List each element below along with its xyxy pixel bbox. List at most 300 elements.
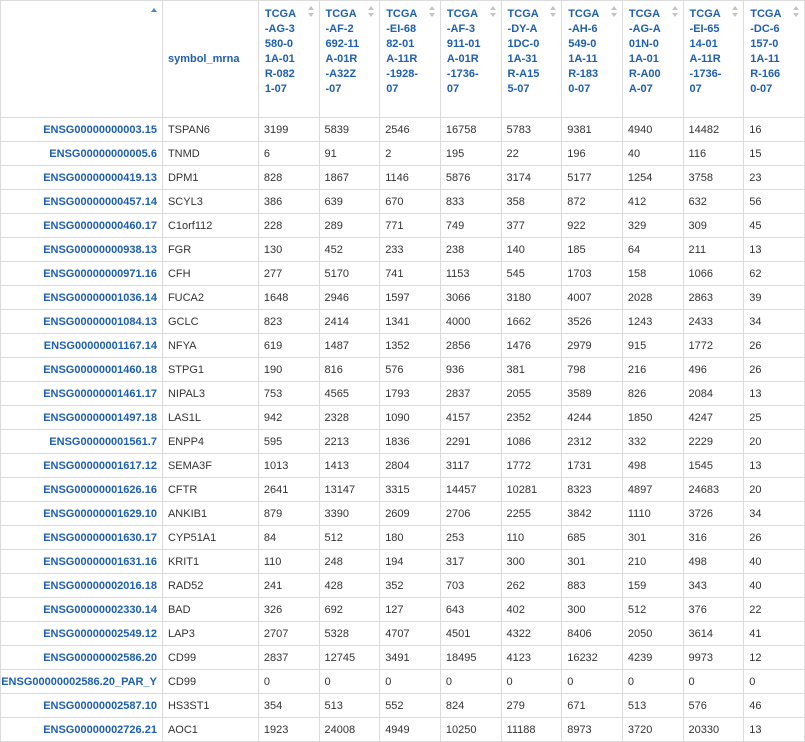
- value-cell: 2707: [258, 622, 319, 646]
- value-cell: 22: [501, 142, 562, 166]
- symbol-cell: ANKIB1: [162, 502, 258, 526]
- table-row[interactable]: [1, 478, 805, 502]
- value-cell: 3758: [683, 166, 744, 190]
- value-cell: 386: [258, 190, 319, 214]
- value-cell: 1013: [258, 454, 319, 478]
- value-cell: 377: [501, 214, 562, 238]
- row-name-cell: ENSG00000000419.13: [1, 166, 163, 190]
- table-row[interactable]: [1, 502, 805, 526]
- value-cell: 915: [622, 334, 683, 358]
- row-name-cell: ENSG00000001497.18: [1, 406, 163, 430]
- sort-arrows-icon[interactable]: [490, 6, 496, 18]
- value-cell: 2706: [440, 502, 501, 526]
- value-cell: 2837: [440, 382, 501, 406]
- value-cell: 816: [319, 358, 380, 382]
- value-cell: 5170: [319, 262, 380, 286]
- row-name-cell: ENSG00000002726.21: [1, 718, 163, 742]
- value-cell: 91: [319, 142, 380, 166]
- value-cell: 64: [622, 238, 683, 262]
- value-cell: 2804: [380, 454, 441, 478]
- value-cell: 632: [683, 190, 744, 214]
- table-row[interactable]: [1, 334, 805, 358]
- value-cell: 412: [622, 190, 683, 214]
- value-cell: 116: [683, 142, 744, 166]
- table-row[interactable]: [1, 574, 805, 598]
- table-row[interactable]: [1, 286, 805, 310]
- row-name-cell: ENSG00000001084.13: [1, 310, 163, 334]
- row-name-cell: ENSG00000002549.12: [1, 622, 163, 646]
- value-cell: 2328: [319, 406, 380, 430]
- symbol-cell: TSPAN6: [162, 118, 258, 142]
- value-cell: 3066: [440, 286, 501, 310]
- value-cell: 56: [744, 190, 805, 214]
- symbol-cell: CYP51A1: [162, 526, 258, 550]
- value-cell: 241: [258, 574, 319, 598]
- row-name-cell: ENSG00000000005.6: [1, 142, 163, 166]
- column-header[interactable]: [622, 1, 683, 118]
- value-cell: 2084: [683, 382, 744, 406]
- value-cell: 0: [319, 670, 380, 694]
- value-cell: 2352: [501, 406, 562, 430]
- value-cell: 4897: [622, 478, 683, 502]
- row-name-cell: ENSG00000001461.17: [1, 382, 163, 406]
- value-cell: 1850: [622, 406, 683, 430]
- column-header-label: TCGA-AH-6549-01A-11R-1830-07: [568, 8, 600, 95]
- value-cell: 1476: [501, 334, 562, 358]
- value-cell: 158: [622, 262, 683, 286]
- value-cell: 2546: [380, 118, 441, 142]
- value-cell: 18495: [440, 646, 501, 670]
- value-cell: 545: [501, 262, 562, 286]
- value-cell: 180: [380, 526, 441, 550]
- value-cell: 34: [744, 310, 805, 334]
- value-cell: 2: [380, 142, 441, 166]
- value-cell: 513: [319, 694, 380, 718]
- value-cell: 5783: [501, 118, 562, 142]
- value-cell: 2609: [380, 502, 441, 526]
- value-cell: 3174: [501, 166, 562, 190]
- table-row[interactable]: [1, 238, 805, 262]
- row-name-cell: ENSG00000002586.20: [1, 646, 163, 670]
- value-cell: 749: [440, 214, 501, 238]
- value-cell: 309: [683, 214, 744, 238]
- value-cell: 0: [562, 670, 623, 694]
- value-cell: 513: [622, 694, 683, 718]
- value-cell: 826: [622, 382, 683, 406]
- value-cell: 301: [562, 550, 623, 574]
- value-cell: 1352: [380, 334, 441, 358]
- value-cell: 5876: [440, 166, 501, 190]
- value-cell: 4322: [501, 622, 562, 646]
- column-header[interactable]: [501, 1, 562, 118]
- row-name-cell: ENSG00000001631.16: [1, 550, 163, 574]
- value-cell: 332: [622, 430, 683, 454]
- column-header-label: TCGA-EI-6882-01A-11R-1928-07: [386, 8, 418, 95]
- table-row[interactable]: [1, 646, 805, 670]
- symbol-cell: SEMA3F: [162, 454, 258, 478]
- table-row[interactable]: [1, 670, 805, 694]
- value-cell: 24008: [319, 718, 380, 742]
- value-cell: 228: [258, 214, 319, 238]
- value-cell: 4157: [440, 406, 501, 430]
- value-cell: 279: [501, 694, 562, 718]
- symbol-cell: TNMD: [162, 142, 258, 166]
- row-name-cell: ENSG00000002586.20_PAR_Y: [1, 670, 163, 694]
- value-cell: 2050: [622, 622, 683, 646]
- column-header[interactable]: [258, 1, 319, 118]
- value-cell: 352: [380, 574, 441, 598]
- value-cell: 159: [622, 574, 683, 598]
- value-cell: 3117: [440, 454, 501, 478]
- value-cell: 15: [744, 142, 805, 166]
- value-cell: 1066: [683, 262, 744, 286]
- row-name-cell: ENSG00000000457.14: [1, 190, 163, 214]
- value-cell: 14457: [440, 478, 501, 502]
- value-cell: 26: [744, 334, 805, 358]
- sort-arrows-icon[interactable]: [308, 6, 314, 18]
- symbol-cell: CFH: [162, 262, 258, 286]
- table-row[interactable]: [1, 430, 805, 454]
- table-row[interactable]: [1, 526, 805, 550]
- value-cell: 498: [683, 550, 744, 574]
- sort-arrows-icon[interactable]: [368, 6, 374, 18]
- row-name-cell: ENSG00000001626.16: [1, 478, 163, 502]
- value-cell: 8406: [562, 622, 623, 646]
- value-cell: 9973: [683, 646, 744, 670]
- value-cell: 3390: [319, 502, 380, 526]
- symbol-cell: RAD52: [162, 574, 258, 598]
- value-cell: 22: [744, 598, 805, 622]
- value-cell: 14482: [683, 118, 744, 142]
- value-cell: 883: [562, 574, 623, 598]
- symbol-cell: KRIT1: [162, 550, 258, 574]
- value-cell: 4501: [440, 622, 501, 646]
- symbol-cell: STPG1: [162, 358, 258, 382]
- value-cell: 936: [440, 358, 501, 382]
- value-cell: 1793: [380, 382, 441, 406]
- value-cell: 16232: [562, 646, 623, 670]
- column-header[interactable]: [683, 1, 744, 118]
- value-cell: 798: [562, 358, 623, 382]
- value-cell: 3526: [562, 310, 623, 334]
- value-cell: 703: [440, 574, 501, 598]
- table-row[interactable]: [1, 550, 805, 574]
- value-cell: 2213: [319, 430, 380, 454]
- sort-arrows-icon[interactable]: [429, 6, 435, 18]
- value-cell: 3589: [562, 382, 623, 406]
- value-cell: 4123: [501, 646, 562, 670]
- value-cell: 354: [258, 694, 319, 718]
- value-cell: 824: [440, 694, 501, 718]
- value-cell: 8973: [562, 718, 623, 742]
- symbol-cell: CD99: [162, 670, 258, 694]
- value-cell: 671: [562, 694, 623, 718]
- value-cell: 185: [562, 238, 623, 262]
- value-cell: 879: [258, 502, 319, 526]
- value-cell: 639: [319, 190, 380, 214]
- symbol-cell: NFYA: [162, 334, 258, 358]
- value-cell: 3720: [622, 718, 683, 742]
- column-header[interactable]: [744, 1, 805, 118]
- row-name-cell: ENSG00000000003.15: [1, 118, 163, 142]
- table-row[interactable]: [1, 166, 805, 190]
- value-cell: 2255: [501, 502, 562, 526]
- value-cell: 40: [744, 574, 805, 598]
- value-cell: 84: [258, 526, 319, 550]
- table-row[interactable]: [1, 718, 805, 742]
- value-cell: 2312: [562, 430, 623, 454]
- value-cell: 2946: [319, 286, 380, 310]
- value-cell: 238: [440, 238, 501, 262]
- value-cell: 1413: [319, 454, 380, 478]
- value-cell: 20330: [683, 718, 744, 742]
- value-cell: 833: [440, 190, 501, 214]
- value-cell: 13147: [319, 478, 380, 502]
- sort-ascending-icon[interactable]: [151, 8, 157, 12]
- value-cell: 1597: [380, 286, 441, 310]
- value-cell: 301: [622, 526, 683, 550]
- value-cell: 381: [501, 358, 562, 382]
- rownames-header[interactable]: [1, 1, 163, 118]
- value-cell: 1341: [380, 310, 441, 334]
- value-cell: 1153: [440, 262, 501, 286]
- table-row[interactable]: [1, 262, 805, 286]
- value-cell: 4707: [380, 622, 441, 646]
- value-cell: 2837: [258, 646, 319, 670]
- value-cell: 41: [744, 622, 805, 646]
- column-header-label: TCGA-AG-3580-01A-01R-0821-07: [264, 8, 297, 95]
- value-cell: 496: [683, 358, 744, 382]
- value-cell: 2055: [501, 382, 562, 406]
- symbol-cell: C1orf112: [162, 214, 258, 238]
- column-header-label: TCGA-DY-A1DC-01A-31R-A155-07: [507, 8, 540, 95]
- value-cell: 753: [258, 382, 319, 406]
- value-cell: 3614: [683, 622, 744, 646]
- column-header-label: TCGA-DC-6157-01A-11R-1660-07: [750, 8, 782, 95]
- value-cell: 828: [258, 166, 319, 190]
- value-cell: 2414: [319, 310, 380, 334]
- table-row[interactable]: [1, 310, 805, 334]
- row-name-cell: ENSG00000002587.10: [1, 694, 163, 718]
- value-cell: 26: [744, 358, 805, 382]
- table-row[interactable]: [1, 358, 805, 382]
- value-cell: 5328: [319, 622, 380, 646]
- row-name-cell: ENSG00000001460.18: [1, 358, 163, 382]
- value-cell: 248: [319, 550, 380, 574]
- column-header-label: TCGA-AF-3911-01A-01R-1736-07: [446, 8, 481, 95]
- value-cell: 3199: [258, 118, 319, 142]
- value-cell: 329: [622, 214, 683, 238]
- row-name-cell: ENSG00000001036.14: [1, 286, 163, 310]
- symbol-cell: FUCA2: [162, 286, 258, 310]
- value-cell: 289: [319, 214, 380, 238]
- value-cell: 16: [744, 118, 805, 142]
- column-header[interactable]: [562, 1, 623, 118]
- row-name-cell: ENSG00000002330.14: [1, 598, 163, 622]
- value-cell: 4949: [380, 718, 441, 742]
- value-cell: 20: [744, 478, 805, 502]
- value-cell: 25: [744, 406, 805, 430]
- symbol-mrna-header[interactable]: [162, 1, 258, 118]
- table-row[interactable]: [1, 118, 805, 142]
- value-cell: 5839: [319, 118, 380, 142]
- sort-arrows-icon[interactable]: [732, 6, 738, 18]
- row-name-cell: ENSG00000000938.13: [1, 238, 163, 262]
- value-cell: 552: [380, 694, 441, 718]
- value-cell: 3842: [562, 502, 623, 526]
- value-cell: 316: [683, 526, 744, 550]
- table-row[interactable]: [1, 190, 805, 214]
- value-cell: 5177: [562, 166, 623, 190]
- value-cell: 922: [562, 214, 623, 238]
- value-cell: 0: [622, 670, 683, 694]
- value-cell: 13: [744, 454, 805, 478]
- value-cell: 1923: [258, 718, 319, 742]
- sort-arrows-icon[interactable]: [672, 6, 678, 18]
- value-cell: 130: [258, 238, 319, 262]
- symbol-cell: HS3ST1: [162, 694, 258, 718]
- symbol-cell: AOC1: [162, 718, 258, 742]
- value-cell: 428: [319, 574, 380, 598]
- value-cell: 2863: [683, 286, 744, 310]
- table-row[interactable]: [1, 454, 805, 478]
- value-cell: 24683: [683, 478, 744, 502]
- sort-arrows-icon[interactable]: [793, 6, 799, 18]
- value-cell: 62: [744, 262, 805, 286]
- value-cell: 11188: [501, 718, 562, 742]
- value-cell: 1836: [380, 430, 441, 454]
- table-row[interactable]: [1, 598, 805, 622]
- value-cell: 1146: [380, 166, 441, 190]
- symbol-cell: NIPAL3: [162, 382, 258, 406]
- value-cell: 190: [258, 358, 319, 382]
- value-cell: 670: [380, 190, 441, 214]
- value-cell: 16758: [440, 118, 501, 142]
- value-cell: 110: [258, 550, 319, 574]
- symbol-cell: CFTR: [162, 478, 258, 502]
- value-cell: 233: [380, 238, 441, 262]
- row-name-cell: ENSG00000001617.12: [1, 454, 163, 478]
- value-cell: 643: [440, 598, 501, 622]
- value-cell: 358: [501, 190, 562, 214]
- column-header-label: TCGA-EI-6514-01A-11R-1736-07: [689, 8, 722, 95]
- column-header[interactable]: [319, 1, 380, 118]
- value-cell: 4000: [440, 310, 501, 334]
- value-cell: 253: [440, 526, 501, 550]
- value-cell: 1090: [380, 406, 441, 430]
- value-cell: 1243: [622, 310, 683, 334]
- value-cell: 498: [622, 454, 683, 478]
- table-row[interactable]: [1, 622, 805, 646]
- value-cell: 2229: [683, 430, 744, 454]
- value-cell: 20: [744, 430, 805, 454]
- value-cell: 300: [501, 550, 562, 574]
- value-cell: 3726: [683, 502, 744, 526]
- value-cell: 1772: [501, 454, 562, 478]
- value-cell: 23: [744, 166, 805, 190]
- value-cell: 1545: [683, 454, 744, 478]
- row-name-cell: ENSG00000001629.10: [1, 502, 163, 526]
- value-cell: 127: [380, 598, 441, 622]
- value-cell: 40: [744, 550, 805, 574]
- value-cell: 1487: [319, 334, 380, 358]
- value-cell: 1648: [258, 286, 319, 310]
- row-name-cell: ENSG00000002016.18: [1, 574, 163, 598]
- value-cell: 0: [258, 670, 319, 694]
- value-cell: 771: [380, 214, 441, 238]
- value-cell: 1086: [501, 430, 562, 454]
- value-cell: 576: [380, 358, 441, 382]
- value-cell: 1110: [622, 502, 683, 526]
- value-cell: 12: [744, 646, 805, 670]
- value-cell: 619: [258, 334, 319, 358]
- value-cell: 1662: [501, 310, 562, 334]
- value-cell: 3315: [380, 478, 441, 502]
- value-cell: 300: [562, 598, 623, 622]
- symbol-mrna-header-label: symbol_mrna: [167, 53, 240, 65]
- value-cell: 2433: [683, 310, 744, 334]
- value-cell: 1867: [319, 166, 380, 190]
- value-cell: 196: [562, 142, 623, 166]
- value-cell: 326: [258, 598, 319, 622]
- value-cell: 2641: [258, 478, 319, 502]
- value-cell: 692: [319, 598, 380, 622]
- value-cell: 39: [744, 286, 805, 310]
- row-name-cell: ENSG00000000460.17: [1, 214, 163, 238]
- value-cell: 0: [440, 670, 501, 694]
- column-header[interactable]: [380, 1, 441, 118]
- value-cell: 4247: [683, 406, 744, 430]
- value-cell: 2856: [440, 334, 501, 358]
- value-cell: 1772: [683, 334, 744, 358]
- value-cell: 1703: [562, 262, 623, 286]
- row-name-cell: ENSG00000001167.14: [1, 334, 163, 358]
- value-cell: 6: [258, 142, 319, 166]
- symbol-cell: CD99: [162, 646, 258, 670]
- value-cell: 2979: [562, 334, 623, 358]
- value-cell: 0: [744, 670, 805, 694]
- value-cell: 262: [501, 574, 562, 598]
- value-cell: 4940: [622, 118, 683, 142]
- value-cell: 10250: [440, 718, 501, 742]
- value-cell: 26: [744, 526, 805, 550]
- value-cell: 46: [744, 694, 805, 718]
- column-header[interactable]: [440, 1, 501, 118]
- value-cell: 34: [744, 502, 805, 526]
- table-row[interactable]: [1, 406, 805, 430]
- table-row[interactable]: [1, 382, 805, 406]
- value-cell: 8323: [562, 478, 623, 502]
- row-name-cell: ENSG00000001561.7: [1, 430, 163, 454]
- symbol-cell: FGR: [162, 238, 258, 262]
- value-cell: 277: [258, 262, 319, 286]
- table-row[interactable]: [1, 694, 805, 718]
- sort-arrows-icon[interactable]: [550, 6, 556, 18]
- symbol-cell: SCYL3: [162, 190, 258, 214]
- sort-arrows-icon[interactable]: [611, 6, 617, 18]
- value-cell: 12745: [319, 646, 380, 670]
- table-row[interactable]: [1, 214, 805, 238]
- symbol-cell: BAD: [162, 598, 258, 622]
- value-cell: 110: [501, 526, 562, 550]
- value-cell: 13: [744, 382, 805, 406]
- table-row[interactable]: [1, 142, 805, 166]
- value-cell: 823: [258, 310, 319, 334]
- value-cell: 10281: [501, 478, 562, 502]
- symbol-cell: GCLC: [162, 310, 258, 334]
- column-header-label: TCGA-AG-A01N-01A-01R-A00A-07: [628, 8, 661, 95]
- value-cell: 1731: [562, 454, 623, 478]
